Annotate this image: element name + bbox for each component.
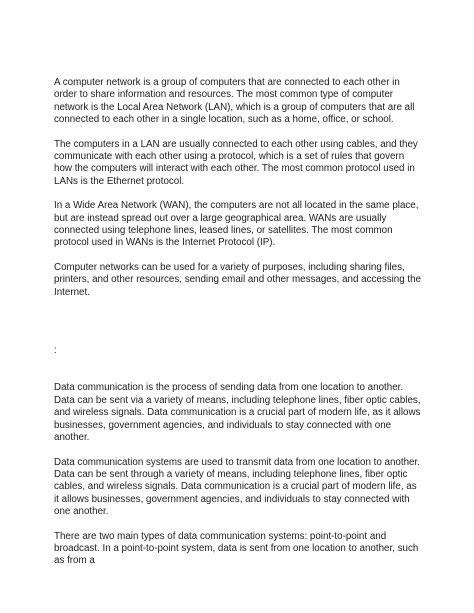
paragraph-computer-network: A computer network is a group of computers that are connected to each other in order to share information and resources. The most common type of computer network is the Local Area Network (LAN), which is a group of computers that are all connected to each other in a single location, such as a home, office, or school. [54,77,415,126]
blank-space [54,299,422,345]
paragraph-data-communication: Data communication is the process of sending data from one location to another. Data can be sent via a variety of means, including telephone lines, fiber optic cables, and wireless signals. Data communication is a crucial part of modern life, as it allows businesses, government agencies, and individuals to stay connected with one another. [54,382,421,444]
separator-colon: : [54,345,57,357]
paragraph-lan: The computers in a LAN are usually connected to each other using cables, and they communicate with each other using a protocol, which is a set of rules that govern how the computers will interact with each other. The most common protocol used in LANs is the Ethernet protocol. [54,138,418,187]
document-page [54,77,422,568]
paragraph-network-uses: Computer networks can be used for a variety of purposes, including sharing files, printers, and other resources, sending email and other messages, and accessing the Internet. [54,261,422,298]
paragraph-wan: In a Wide Area Network (WAN), the computers are not all located in the same place, but are instead spread out over a large geographical area. WANs are usually connected using telephone lines, leased lines, or satellites. The most common protocol used in WANs is the Internet Protocol (IP). [54,200,419,249]
paragraph-data-communication-systems: Data communication systems are used to transmit data from one location to another. Data can be sent through a variety of means, including telephone lines, fiber optic cables, and wireless signals. Data communication is a crucial part of modern life, as it allows businesses, government agencies, and individuals to stay connected with one another. [54,456,420,518]
paragraph-system-types: There are two main types of data communication systems: point-to-point and broadcast. In a point-to-point system, data is sent from one location to another, such as from a [54,530,419,567]
